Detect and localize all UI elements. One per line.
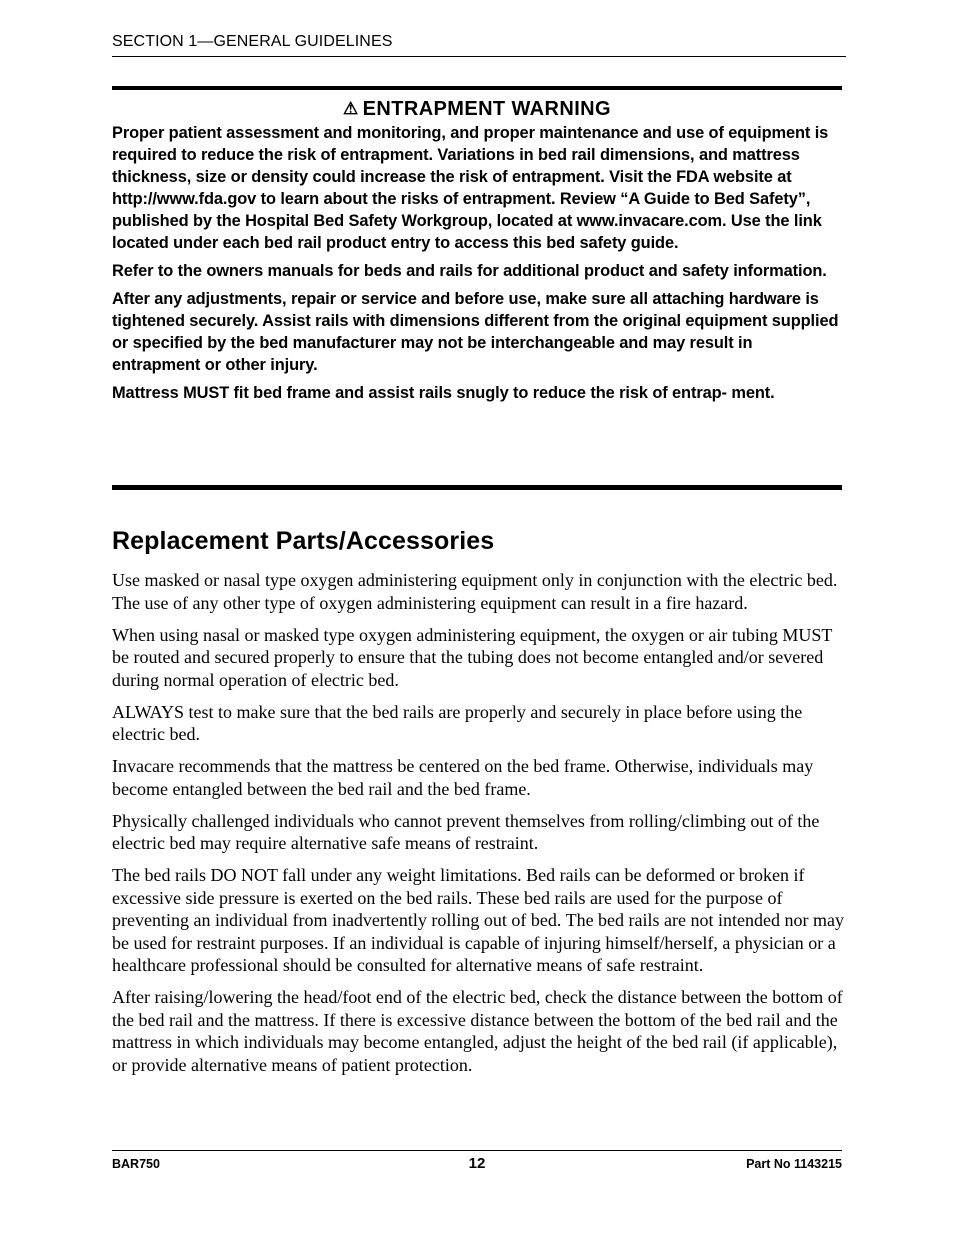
footer-model: BAR750 [112, 1157, 160, 1171]
body-paragraph: Physically challenged individuals who cannot prevent themselves from rolling/climbing out of the electric bed may require alternative safe means of restraint. [112, 810, 820, 853]
body-paragraph: ALWAYS test to make sure that the bed rails are properly and securely in place before using the electric bed. [112, 701, 803, 744]
page-footer [112, 1150, 842, 1181]
body-paragraph: When using nasal or masked type oxygen administering equipment, the oxygen or air tubing MUST be routed and secured properly to ensure that the tubing does not become entangled and/or severed during normal operation of electric bed. [112, 624, 833, 690]
page-number: 12 [468, 1155, 486, 1172]
entrapment-warning-box [112, 86, 842, 490]
body-paragraph: After raising/lowering the head/foot end of the electric bed, check the distance between the bottom of the bed rail and the mattress. If there is excessive distance between the bottom of the bed rail and the mattress in which individuals may become entangled, adjust the height of the bed rail (if applicable), or provide alternative means of patient protection. [112, 987, 843, 1075]
warning-title-text: ENTRAPMENT WARNING [362, 98, 611, 120]
warning-paragraph: Mattress MUST fit bed frame and assist rails snugly to reduce the risk of entrap- ment. [112, 384, 775, 402]
body-paragraph: Use masked or nasal type oxygen administering equipment only in conjunction with the electric bed. The use of any other type of oxygen administering equipment can result in a fire hazard. [112, 570, 838, 613]
warning-paragraph: Proper patient assessment and monitoring, and proper maintenance and use of equipment is required to reduce the risk of entrapment. Variations in bed rail dimensions, and mattress thickness, size or density could increase the risk of entrapment. Visit the FDA website at http://www.fda.gov to learn about the risks of entrapment. Review “A Guide to Bed Safety”, published by the Hospital Bed Safety Workgroup, located at www.invacare.com. Use the link located under each bed rail product entry to access this bed safety guide. [112, 124, 829, 252]
footer-part-number: Part No 1143215 [746, 1157, 842, 1171]
page-header [112, 32, 846, 57]
body-paragraph: The bed rails DO NOT fall under any weight limitations. Bed rails can be deformed or broken if excessive side pressure is exerted on the bed rails. These bed rails are used for the purpose of preventing an individual from inadvertently rolling out of bed. The bed rails are not intended nor may be used for restraint purposes. If an individual is capable of injuring himself/herself, a physician or a healthcare professional should be consulted for alternative means of safe restraint. [112, 865, 844, 975]
warning-triangle-icon: ⚠ [343, 99, 359, 118]
warning-paragraph: Refer to the owners manuals for beds and rails for additional product and safety information. [112, 262, 827, 280]
section-body [112, 569, 846, 1086]
warning-body [112, 122, 842, 404]
warning-paragraph: After any adjustments, repair or service and before use, make sure all attaching hardware is tightened securely. Assist rails with dimensions different from the original equipment supplied or specified by the bed manufacturer may not be interchangeable and may result in entrapment or other injury. [112, 290, 839, 374]
warning-title [112, 96, 842, 122]
section-header-label: SECTION 1—GENERAL GUIDELINES [112, 33, 393, 50]
section-title: Replacement Parts/Accessories [112, 527, 495, 555]
body-paragraph: Invacare recommends that the mattress be centered on the bed frame. Otherwise, individuals may become entangled between the bed rail and the bed frame. [112, 756, 814, 799]
